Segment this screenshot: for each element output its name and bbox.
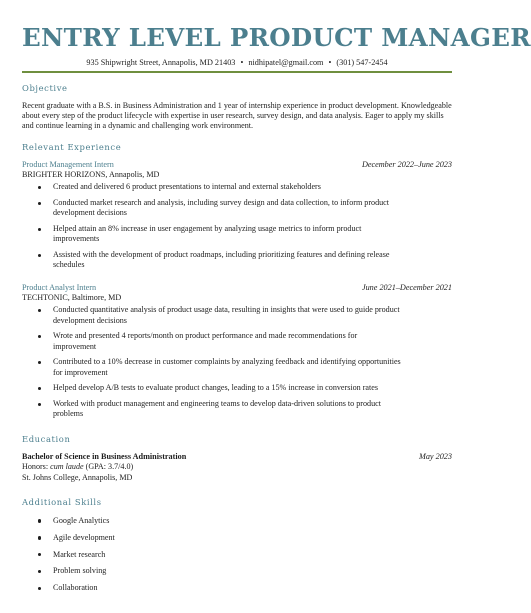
contact-line — [22, 57, 452, 68]
resume-name: ENTRY LEVEL PRODUCT MANAGER — [22, 23, 531, 52]
job-dates: June 2021–December 2021 — [361, 282, 452, 292]
job-bullet: Conducted quantitative analysis of product usage data, resulting in insights that were used to guide product development decisions — [53, 305, 452, 325]
education-school: St. Johns College, Annapolis, MD — [22, 472, 133, 482]
job-bullet: Contributed to a 10% decrease in customer complaints by analyzing feedback and identifying opportunities for improvement — [53, 357, 452, 377]
job-dates: December 2022–June 2023 — [361, 159, 452, 169]
honors-gpa: (GPA: 3.7/4.0) — [83, 462, 134, 472]
job-organization: TECHTONIC, Baltimore, MD — [22, 293, 122, 303]
skill-item: Collaboration — [53, 583, 452, 593]
skill-item: Problem solving — [53, 566, 452, 576]
contact-separator: • — [328, 58, 332, 67]
contact-address: 935 Shipwright Street, Annapolis, MD 21403 — [86, 58, 236, 67]
education-degree: Bachelor of Science in Business Administration — [22, 451, 187, 461]
education-year: May 2023 — [419, 451, 452, 461]
skill-item: Market research — [53, 550, 452, 560]
honors-value: cum laude — [50, 462, 84, 472]
skills-heading: Additional Skills — [22, 497, 102, 508]
job-title: Product Analyst Intern — [22, 282, 97, 292]
education-header — [22, 452, 452, 463]
job-bullets — [22, 182, 452, 270]
contact-phone: (301) 547-2454 — [336, 58, 388, 67]
experience-heading: Relevant Experience — [22, 141, 122, 152]
objective-text: Recent graduate with a B.S. in Business Administration and 1 year of internship experience in product development. Knowledgeable about every step of the product lifecycle with expertise in user research, survey design, and data analysis. Eager to apply my skills and continue learning in a dynamic and challenging work environment. — [22, 101, 452, 131]
job-header — [22, 160, 452, 170]
job-bullet: Worked with product management and engineering teams to develop data-driven solutions to product problems — [53, 399, 452, 419]
honors-label: Honors: — [22, 462, 51, 472]
job-bullet: Helped attain an 8% increase in user engagement by analyzing usage metrics to inform product improvements — [53, 224, 452, 244]
job-entry — [22, 160, 452, 271]
contact-email[interactable]: nidhipatel@gmail.com — [248, 58, 324, 67]
skill-item: Agile development — [53, 533, 452, 543]
skill-item: Google Analytics — [53, 516, 452, 526]
job-bullet: Helped develop A/B tests to evaluate product changes, leading to a 15% increase in conversion rates — [53, 383, 452, 393]
job-bullet: Wrote and presented 4 reports/month on product performance and made recommendations for improvement — [53, 331, 452, 351]
header-divider — [22, 71, 452, 73]
skills-list — [22, 516, 452, 593]
job-organization: BRIGHTER HORIZONS, Annapolis, MD — [22, 170, 160, 180]
contact-separator: • — [240, 58, 244, 67]
job-title: Product Management Intern — [22, 159, 114, 169]
job-bullet: Conducted market research and analysis, including survey design and data collection, to inform product development decisions — [53, 198, 452, 218]
job-bullets — [22, 305, 452, 419]
education-heading: Education — [22, 433, 71, 444]
education-entry — [22, 452, 452, 483]
job-entry — [22, 283, 452, 420]
objective-heading: Objective — [22, 83, 68, 93]
education-honors — [22, 462, 452, 472]
job-bullet: Assisted with the development of product roadmaps, including prioritizing features and defining release schedules — [53, 250, 452, 270]
job-header — [22, 283, 452, 293]
job-bullet: Created and delivered 6 product presentations to internal and external stakeholders — [53, 182, 452, 192]
